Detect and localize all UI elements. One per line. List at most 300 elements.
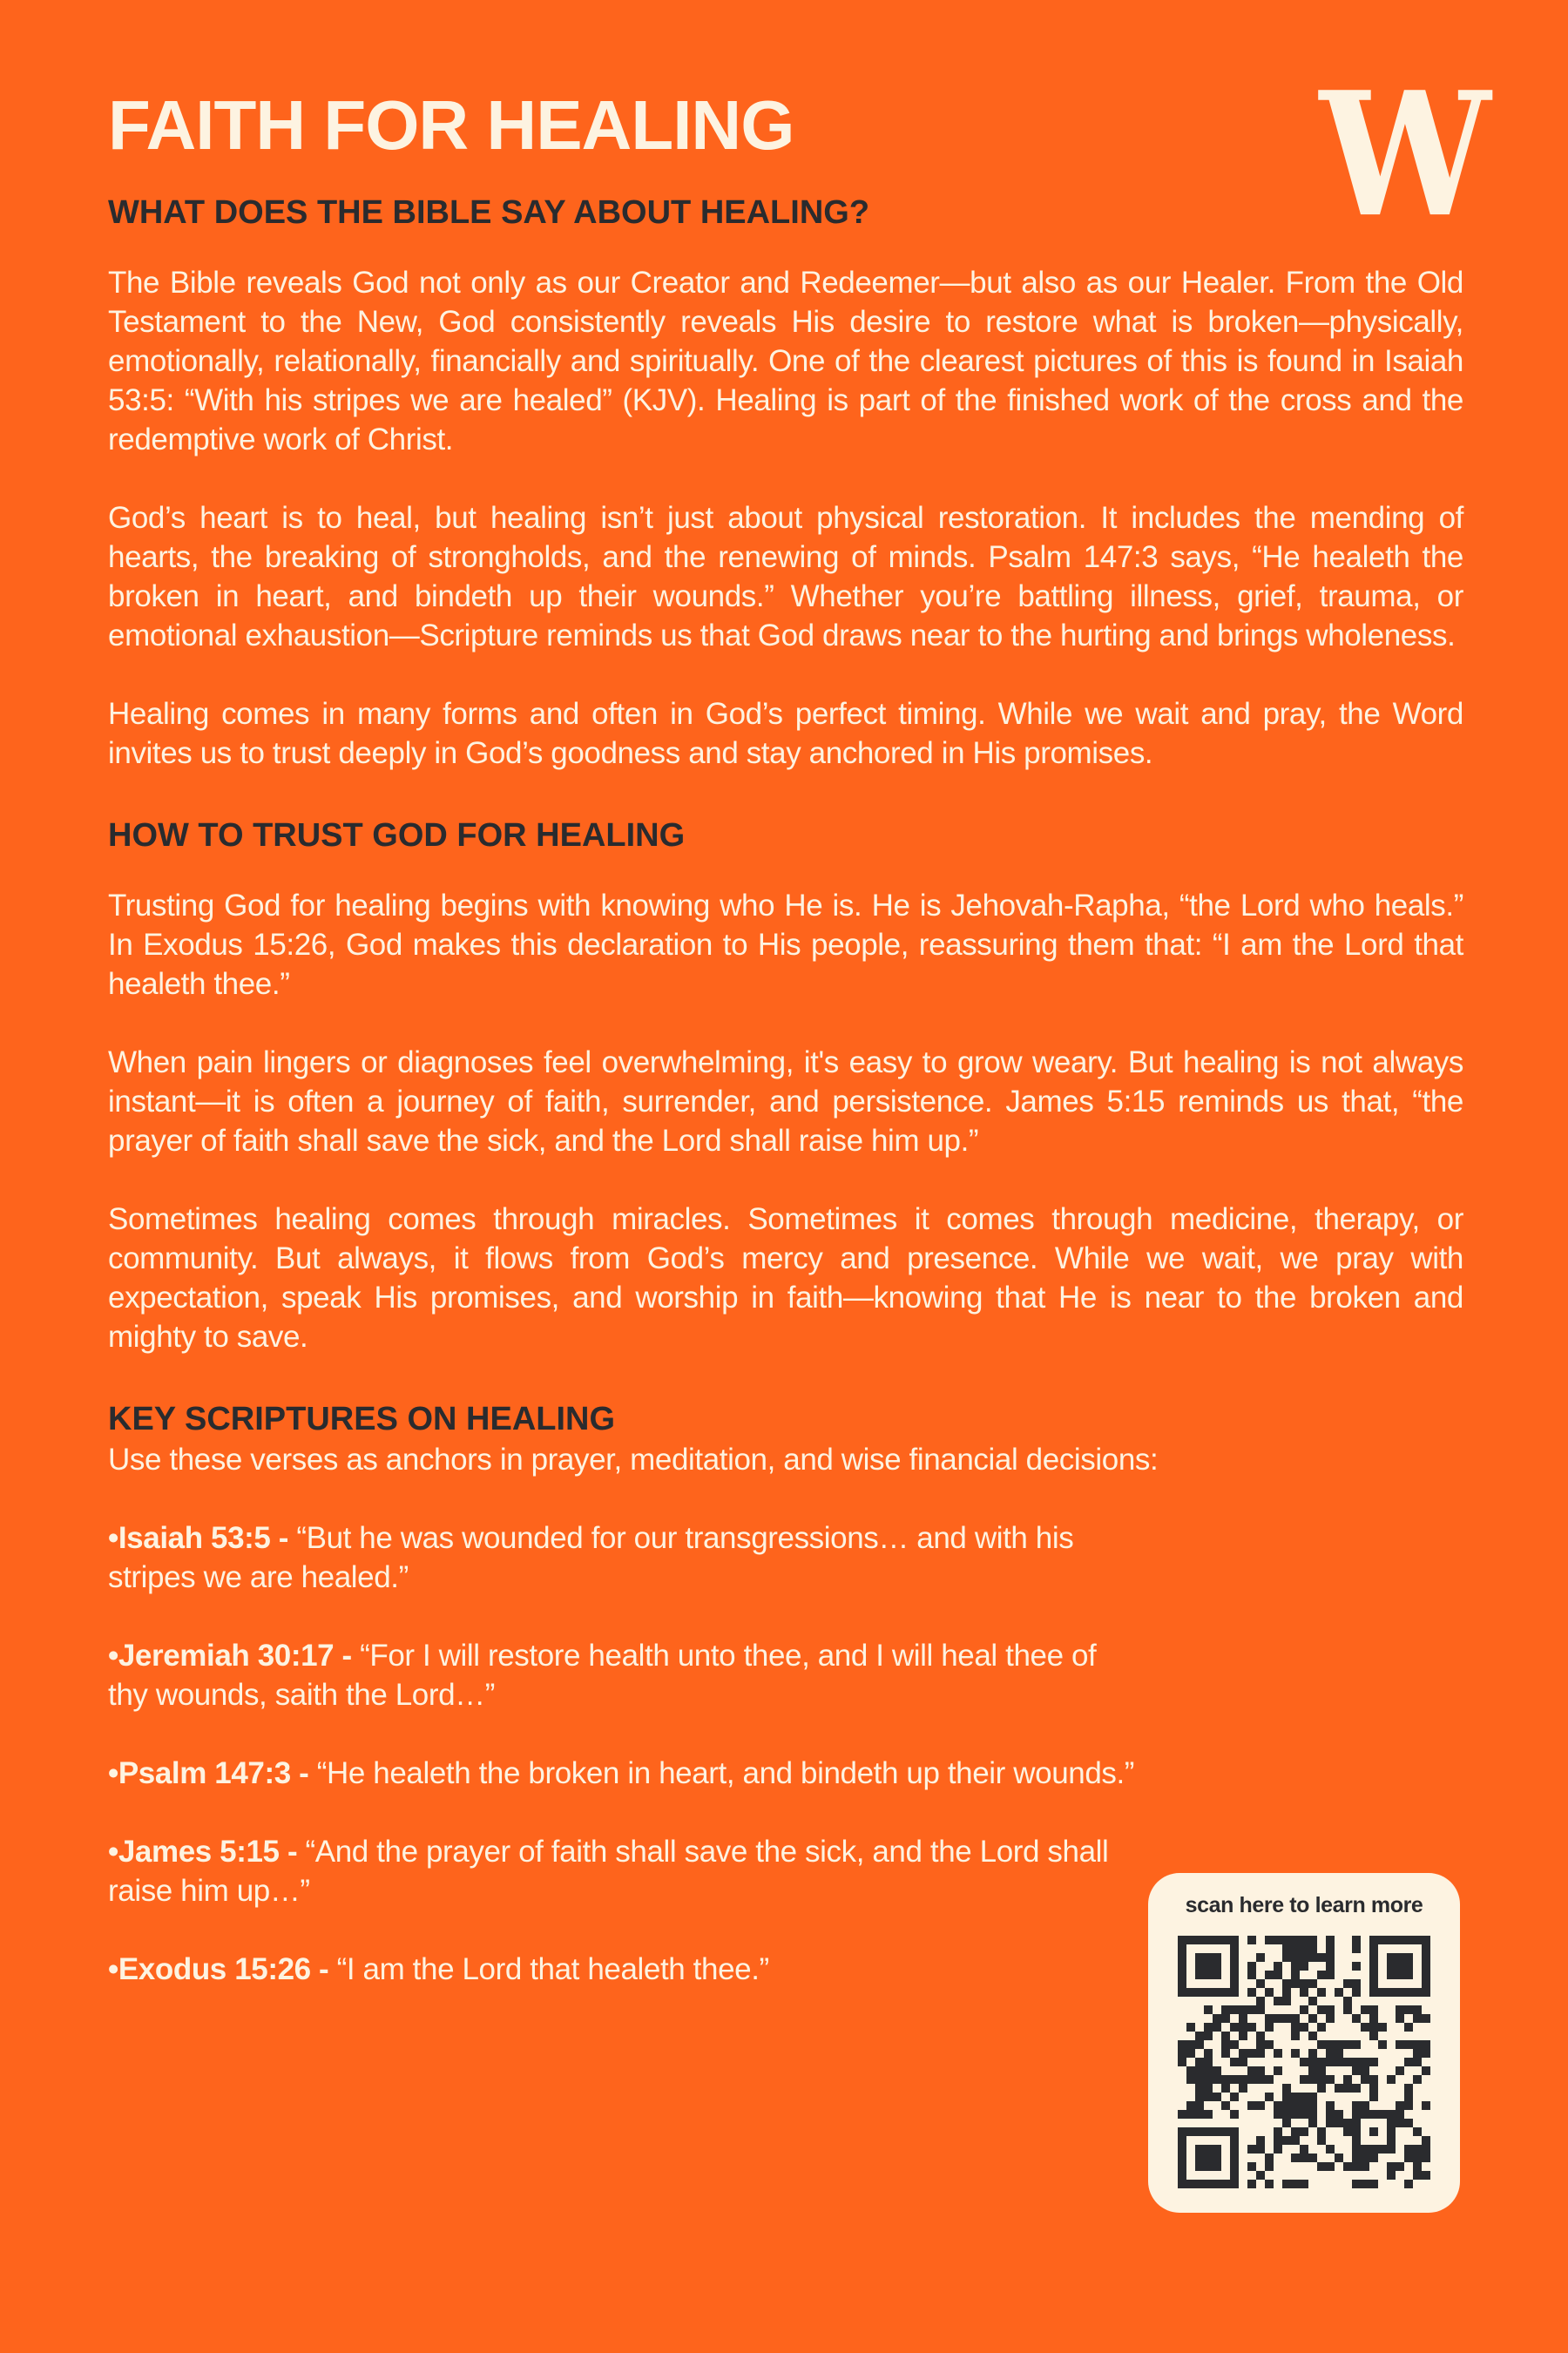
qr-finder-inner [1387,1953,1413,1979]
qr-module [1361,2154,1369,2162]
qr-module [1204,2084,1213,2093]
list-item [108,1518,1136,1597]
qr-module [1291,1979,1300,1988]
qr-module [1352,1962,1361,1971]
qr-module [1300,1936,1308,1944]
qr-label: scan here to learn more [1185,1893,1423,1917]
paragraph: Healing comes in many forms and often in God’s perfect timing. While we wait and pray, the Word invites us to trust deeply in God’s goodness and stay anchored in His promises. [108,697,1463,770]
logo-letter: W [1319,54,1491,255]
paragraph: When pain lingers or diagnoses feel overwhelming, it's easy to grow weary. But healing is not always instant—it is often a journey of faith, surrender, and persistence. James 5:15 reminds us that, “the prayer of faith shall save the sick, and the Lord shall raise him up.” [108,1045,1463,1158]
qr-module [1282,2014,1291,2023]
qr-module [1300,2093,1308,2101]
qr-module [1291,1953,1300,1962]
scripture-reference: Psalm 147:3 [118,1756,291,1790]
qr-module [1256,2005,1265,2014]
qr-module [1369,2084,1378,2093]
qr-module [1352,2058,1361,2066]
qr-module [1291,1962,1300,1971]
qr-module [1221,2049,1230,2058]
qr-module [1221,2101,1230,2110]
qr-module [1265,2162,1274,2171]
qr-module [1413,2040,1422,2049]
qr-module [1422,2049,1430,2058]
qr-module [1265,2075,1274,2084]
qr-module [1343,2075,1352,2084]
qr-module [1221,2032,1230,2040]
qr-module [1378,2040,1387,2049]
list-item [108,1636,1136,1714]
qr-module [1308,1979,1317,1988]
scripture-text: “And the prayer of faith shall save the sick, and the Lord shall raise him up…” [108,1835,1109,1908]
page-title: FAITH FOR HEALING [108,86,794,164]
qr-module [1195,2093,1204,2101]
qr-module [1204,2005,1213,2014]
qr-module [1317,2162,1326,2171]
qr-module [1221,2014,1230,2023]
qr-module [1274,1971,1282,1979]
qr-module [1413,2127,1422,2136]
qr-module [1326,2110,1335,2119]
qr-module [1282,2180,1291,2188]
qr-module [1404,2093,1413,2101]
scripture-list [108,1518,1136,1989]
qr-module [1404,2040,1413,2049]
qr-module [1195,2110,1204,2119]
qr-module [1335,2058,1343,2066]
qr-module [1317,2040,1326,2049]
qr-module [1291,2180,1300,2188]
qr-module [1300,2075,1308,2084]
qr-module [1326,2014,1335,2023]
qr-module [1308,1944,1317,1953]
qr-module [1300,2058,1308,2066]
qr-module [1204,2075,1213,2084]
qr-module [1300,2180,1308,2188]
qr-module [1308,2110,1317,2119]
qr-module [1308,1953,1317,1962]
qr-module [1361,2023,1369,2032]
qr-module [1274,2066,1282,2075]
qr-module [1247,2101,1256,2110]
qr-module [1352,2014,1361,2023]
qr-module [1291,2032,1300,2040]
qr-align-inner [1369,2127,1378,2136]
qr-module [1308,2154,1317,2162]
qr-module [1413,2162,1422,2171]
qr-module [1282,2093,1291,2101]
section-bible-on-healing [108,192,1463,773]
qr-module [1195,2040,1204,2049]
qr-module [1308,2032,1317,2040]
qr-module [1352,1944,1361,1953]
qr-module [1352,2162,1361,2171]
qr-module [1291,1936,1300,1944]
qr-module [1195,2058,1204,2066]
qr-module [1369,2023,1378,2032]
qr-module [1195,2101,1204,2110]
qr-module [1230,2023,1239,2032]
qr-module [1256,2075,1265,2084]
qr-module [1361,2180,1369,2188]
qr-module [1308,1997,1317,2005]
qr-module [1335,2154,1343,2162]
qr-module [1291,2127,1300,2136]
qr-code-icon[interactable] [1178,1936,1430,2188]
qr-module [1213,2014,1221,2023]
qr-module [1282,2136,1291,2145]
qr-module [1404,2023,1413,2032]
qr-module [1291,2154,1300,2162]
qr-module [1282,1979,1291,1988]
qr-module [1256,2049,1265,2058]
qr-module [1239,2023,1247,2032]
qr-module [1204,2110,1213,2119]
scripture-text: “I am the Lord that healeth thee.” [336,1952,769,1986]
qr-module [1335,2049,1343,2058]
scripture-separator: - [270,1521,297,1555]
qr-module [1186,2023,1195,2032]
qr-module [1300,1988,1308,1997]
qr-module [1230,2093,1239,2101]
qr-module [1326,2075,1335,2084]
qr-module [1265,2180,1274,2188]
qr-module [1361,2101,1369,2110]
qr-module [1247,2075,1256,2084]
qr-module [1256,2136,1265,2145]
list-item [108,1950,1136,1989]
qr-module [1204,2032,1213,2040]
scripture-text: “But he was wounded for our transgressions… and with his stripes we are healed.” [108,1521,1074,1594]
qr-module [1291,1944,1300,1953]
qr-module [1369,2154,1378,2162]
qr-module [1361,2162,1369,2171]
qr-module [1326,2005,1335,2014]
qr-module [1291,2101,1300,2110]
qr-module [1282,2119,1291,2127]
qr-module [1326,2058,1335,2066]
qr-module [1343,2058,1352,2066]
qr-module [1300,2101,1308,2110]
qr-module [1291,2023,1300,2032]
qr-module [1422,2014,1430,2023]
scripture-text: “He healeth the broken in heart, and bindeth up their wounds.” [316,1756,1135,1790]
qr-module [1326,1962,1335,1971]
qr-module [1186,2049,1195,2058]
scripture-reference: Jeremiah 30:17 [118,1639,335,1673]
qr-module [1369,2093,1378,2101]
qr-module [1274,2136,1282,2145]
qr-module [1404,2154,1413,2162]
qr-module [1265,2023,1274,2032]
qr-module [1317,2075,1326,2084]
qr-module [1326,2101,1335,2110]
qr-module [1317,2058,1326,2066]
qr-module [1413,2171,1422,2180]
qr-module [1195,2075,1204,2084]
qr-module [1265,2154,1274,2162]
qr-module [1352,2040,1361,2049]
qr-module [1204,2093,1213,2101]
qr-module [1221,2005,1230,2014]
qr-module [1396,2066,1404,2075]
qr-module [1404,2145,1413,2154]
qr-module [1265,1971,1274,1979]
qr-module [1308,2058,1317,2066]
qr-module [1335,2119,1343,2127]
qr-module [1300,1979,1308,1988]
qr-module [1326,2162,1335,2171]
qr-module [1256,2171,1265,2180]
qr-module [1317,1988,1326,1997]
qr-module [1317,2005,1326,2014]
qr-module [1247,2049,1256,2058]
qr-module [1369,2075,1378,2084]
qr-module [1352,2084,1361,2093]
qr-module [1404,2119,1413,2127]
qr-module [1396,2040,1404,2049]
qr-module [1335,2110,1343,2119]
qr-module [1300,2154,1308,2162]
qr-module [1396,2119,1404,2127]
qr-module [1247,2005,1256,2014]
qr-module [1387,2162,1396,2171]
qr-module [1335,2040,1343,2049]
qr-module [1317,2066,1326,2075]
qr-module [1247,1988,1256,1997]
qr-module [1186,2040,1195,2049]
qr-module [1413,2154,1422,2162]
qr-module [1413,2005,1422,2014]
qr-module [1204,2049,1213,2058]
qr-module [1378,2023,1387,2032]
section-heading: WHAT DOES THE BIBLE SAY ABOUT HEALING? [108,194,870,231]
qr-module [1413,2049,1422,2058]
qr-module [1247,1936,1256,1944]
qr-module [1282,1988,1291,1997]
qr-card[interactable] [1148,1873,1460,2213]
qr-module [1361,2058,1369,2066]
qr-finder-inner [1195,1953,1221,1979]
qr-module [1282,2101,1291,2110]
qr-module [1300,2145,1308,2154]
qr-module [1369,2058,1378,2066]
qr-module [1317,2084,1326,2093]
qr-module [1178,2040,1186,2049]
list-item [108,1754,1136,1793]
qr-module [1274,1962,1282,1971]
qr-module [1247,1971,1256,1979]
section-trust-god [108,815,1463,1356]
qr-module [1326,2145,1335,2154]
qr-module [1335,2084,1343,2093]
qr-module [1361,2075,1369,2084]
qr-module [1247,1962,1256,1971]
qr-module [1239,2032,1247,2040]
qr-module [1274,2014,1282,2023]
qr-module [1274,1997,1282,2005]
qr-module [1335,1988,1343,1997]
qr-module [1404,2084,1413,2093]
qr-module [1326,1936,1335,1944]
qr-module [1274,2110,1282,2119]
qr-module [1343,2119,1352,2127]
qr-module [1282,1944,1291,1953]
qr-module [1352,2066,1361,2075]
qr-module [1404,2058,1413,2066]
qr-module [1343,1997,1352,2005]
qr-module [1422,2154,1430,2162]
qr-module [1274,2049,1282,2058]
qr-module [1282,1953,1291,1962]
scripture-reference: James 5:15 [118,1835,280,1869]
qr-module [1300,2110,1308,2119]
qr-module [1413,2145,1422,2154]
bullet-icon: • [108,1952,118,1986]
qr-module [1308,2066,1317,2075]
qr-module [1326,1953,1335,1962]
qr-module [1369,2005,1378,2014]
qr-module [1265,1936,1274,1944]
qr-module [1291,2136,1300,2145]
qr-module [1300,2127,1308,2136]
qr-module [1404,2101,1413,2110]
qr-module [1343,2127,1352,2136]
qr-module [1265,2014,1274,2023]
qr-module [1256,1979,1265,1988]
qr-module [1221,2075,1230,2084]
scripture-separator: - [279,1835,306,1869]
qr-module [1230,2075,1239,2084]
qr-module [1422,2101,1430,2110]
bullet-icon: • [108,1521,118,1555]
qr-module [1291,2049,1300,2058]
qr-module [1204,2066,1213,2075]
paragraph: The Bible reveals God not only as our Creator and Redeemer—but also as our Healer. From the Old Testament to the New, God consistently reveals His desire to restore what is broken—physically, emotionally, relationally, financially and spiritually. One of the clearest pictures of this is found in Isaiah 53:5: “With his stripes we are healed” (KJV). Healing is part of the finished work of the cross and the redemptive work of Christ. [108,266,1463,456]
qr-module [1186,2075,1195,2084]
qr-module [1343,2084,1352,2093]
qr-module [1387,2171,1396,2180]
qr-module [1352,2101,1361,2110]
qr-module [1239,2075,1247,2084]
qr-module [1204,2058,1213,2066]
qr-module [1213,2066,1221,2075]
qr-module [1413,2058,1422,2066]
qr-module [1282,1936,1291,1944]
qr-module [1256,2066,1265,2075]
qr-module [1422,2171,1430,2180]
qr-module [1369,2014,1378,2023]
bullet-icon: • [108,1835,118,1869]
paragraph: God’s heart is to heal, but healing isn’t just about physical restoration. It includes the mending of hearts, the breaking of strongholds, and the renewing of minds. Psalm 147:3 says, “He healeth the broken in heart, and bindeth up their wounds.” Whether you’re battling illness, grief, trauma, or emotional exhaustion—Scripture reminds us that God draws near to the hurting and brings wholeness. [108,501,1463,652]
qr-module [1396,2110,1404,2119]
qr-module [1213,2093,1221,2101]
qr-module [1308,1936,1317,1944]
qr-module [1291,2093,1300,2101]
qr-module [1247,2145,1256,2154]
qr-module [1326,1944,1335,1953]
qr-module [1178,2058,1186,2066]
qr-module [1326,2119,1335,2127]
qr-module [1291,2014,1300,2023]
qr-module [1256,2145,1265,2154]
qr-module [1230,2110,1239,2119]
qr-module [1239,2084,1247,2093]
section-heading: HOW TO TRUST GOD FOR HEALING [108,817,686,854]
qr-module [1195,2066,1204,2075]
qr-module [1300,2005,1308,2014]
list-item [108,1832,1136,1910]
qr-module [1352,1936,1361,1944]
qr-module [1326,2040,1335,2049]
paragraph: Trusting God for healing begins with knowing who He is. He is Jehovah-Rapha, “the Lord who heals.” In Exodus 15:26, God makes this declaration to His people, reassuring them that: “I am the Lord that healeth thee.” [108,889,1463,1001]
qr-module [1274,2127,1282,2136]
qr-module [1308,2049,1317,2058]
scripture-separator: - [334,1639,361,1673]
qr-module [1291,1971,1300,1979]
qr-module [1178,2110,1186,2119]
qr-module [1265,1988,1274,1997]
qr-module [1317,2136,1326,2145]
qr-module [1369,2032,1378,2040]
qr-module [1300,1962,1308,1971]
qr-module [1256,2040,1265,2049]
scripture-reference: Isaiah 53:5 [118,1521,271,1555]
qr-module [1213,2023,1221,2032]
bullet-icon: • [108,1639,118,1673]
qr-module [1256,1953,1265,1962]
qr-module [1239,2058,1247,2066]
scripture-text: “For I will restore health unto thee, and I will heal thee of thy wounds, saith the Lord…” [108,1639,1097,1712]
section-heading: KEY SCRIPTURES ON HEALING [108,1401,616,1437]
qr-module [1308,2014,1317,2023]
qr-module [1413,2014,1422,2023]
qr-module [1352,1988,1361,1997]
qr-module [1422,2145,1430,2154]
qr-module [1186,2110,1195,2119]
qr-module [1404,2005,1413,2014]
qr-module [1343,2040,1352,2049]
qr-module [1239,2005,1247,2014]
main-content [108,192,1463,1989]
qr-module [1195,2032,1204,2040]
qr-module [1186,2101,1195,2110]
qr-module [1300,1953,1308,1962]
qr-module [1282,1997,1291,2005]
qr-module [1422,2136,1430,2145]
qr-module [1361,2005,1369,2014]
qr-module [1204,2023,1213,2032]
qr-module [1274,2145,1282,2154]
qr-code-graphic [1178,1936,1430,2188]
qr-module [1308,2101,1317,2110]
scriptures-intro: Use these verses as anchors in prayer, meditation, and wise financial decisions: [108,1443,1159,1477]
qr-module [1361,2066,1369,2075]
qr-module [1317,2023,1326,2032]
qr-module [1247,2180,1256,2188]
qr-module [1317,2127,1326,2136]
qr-module [1300,2023,1308,2032]
qr-module [1291,2110,1300,2119]
qr-module [1265,2093,1274,2101]
qr-module [1396,2005,1404,2014]
qr-module [1247,2023,1256,2032]
qr-finder-inner [1195,2145,1221,2171]
qr-module [1195,2084,1204,2093]
bullet-icon: • [108,1756,118,1790]
qr-module [1256,2101,1265,2110]
qr-module [1343,2005,1352,2014]
qr-module [1413,2075,1422,2084]
